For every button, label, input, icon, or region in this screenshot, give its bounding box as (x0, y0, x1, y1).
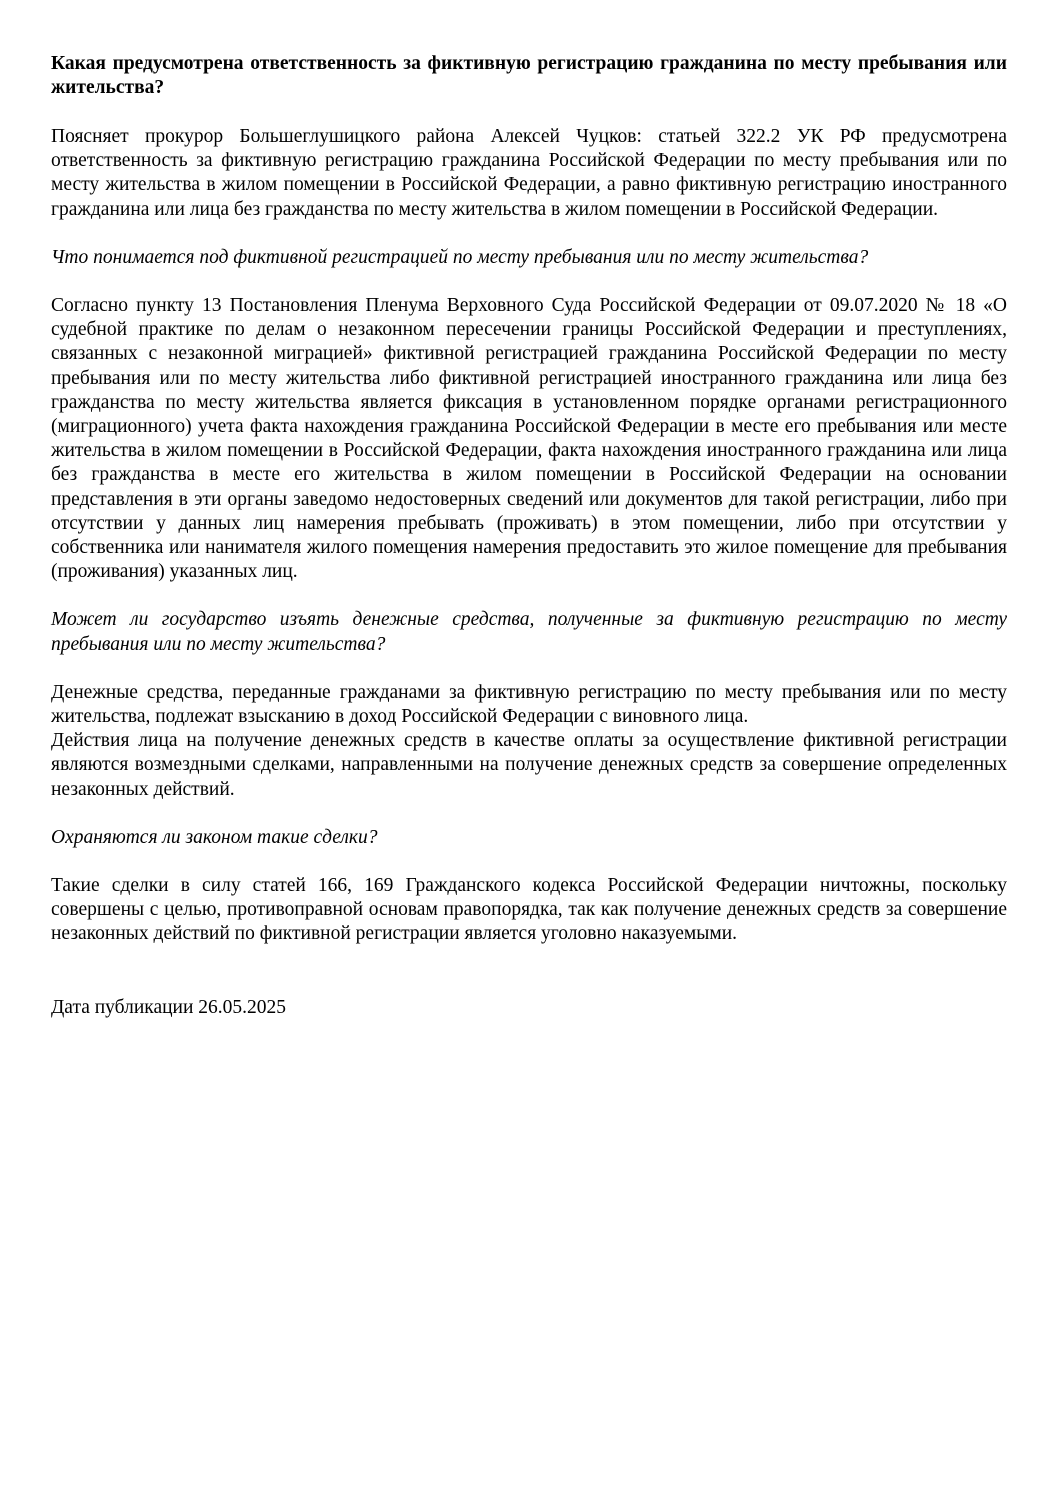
intro-paragraph: Поясняет прокурор Большеглушицкого района Алексей Чуцков: статьей 322.2 УК РФ предусмотрена ответственность за фиктивную регистрацию гражданина Российской Федерации по месту пребывания или по месту жительства в жилом помещении в Российской Федерации, а равно фиктивную регистрацию иностранного гражданина или лица без гражданства по месту жительства в жилом помещении в Российской Федерации. (51, 126, 1007, 220)
document-title: Какая предусмотрена ответственность за фиктивную регистрацию гражданина по месту пребывания или жительства? (51, 53, 1007, 98)
answer-2b-paragraph: Действия лица на получение денежных средств в качестве оплаты за осуществление фиктивной регистрации являются возмездными сделками, направленными на получение денежных средств за совершение определенных незаконных действий. (51, 730, 1007, 800)
answer-1-paragraph: Согласно пункту 13 Постановления Пленума Верховного Суда Российской Федерации от 09.07.2020 № 18 «О судебной практике по делам о незаконном пересечении границы Российской Федерации и преступлениях, связанных с незаконной миграцией» фиктивной регистрацией гражданина Российской Федерации по месту пребывания или по месту жительства либо фиктивной регистрацией иностранного гражданина или лица без гражданства по месту жительства является фиксация в установленном порядке органами регистрационного (миграционного) учета факта нахождения гражданина Российской Федерации в месте его пребывания или месте жительства в жилом помещении в Российской Федерации, факта нахождения иностранного гражданина или лица без гражданства в месте его жительства в жилом помещении в Российской Федерации на основании представления в эти органы заведомо недостоверных сведений или документов для такой регистрации, либо при отсутствии у данных лиц намерения пребывать (проживать) в этом помещении, либо при отсутствии у собственника или нанимателя жилого помещения намерения предоставить это жилое помещение для пребывания (проживания) указанных лиц. (51, 295, 1007, 583)
answer-3-paragraph: Такие сделки в силу статей 166, 169 Гражданского кодекса Российской Федерации ничтожны, поскольку совершены с целью, противоправной основам правопорядка, так как получение денежных средств за совершение незаконных действий по фиктивной регистрации является уголовно наказуемыми. (51, 875, 1007, 945)
document-page (51, 52, 1007, 1020)
publication-date: Дата публикации 26.05.2025 (51, 996, 287, 1018)
answer-2a-paragraph: Денежные средства, переданные гражданами за фиктивную регистрацию по месту пребывания или по месту жительства, подлежат взысканию в доход Российской Федерации с виновного лица. (51, 681, 1007, 728)
question-3: Охраняются ли законом такие сделки? (51, 826, 378, 848)
question-2: Может ли государство изъять денежные средства, полученные за фиктивную регистрацию по месту пребывания или по месту жительства? (51, 609, 1007, 655)
question-1: Что понимается под фиктивной регистрацией по месту пребывания или по месту жительства? (51, 246, 869, 268)
